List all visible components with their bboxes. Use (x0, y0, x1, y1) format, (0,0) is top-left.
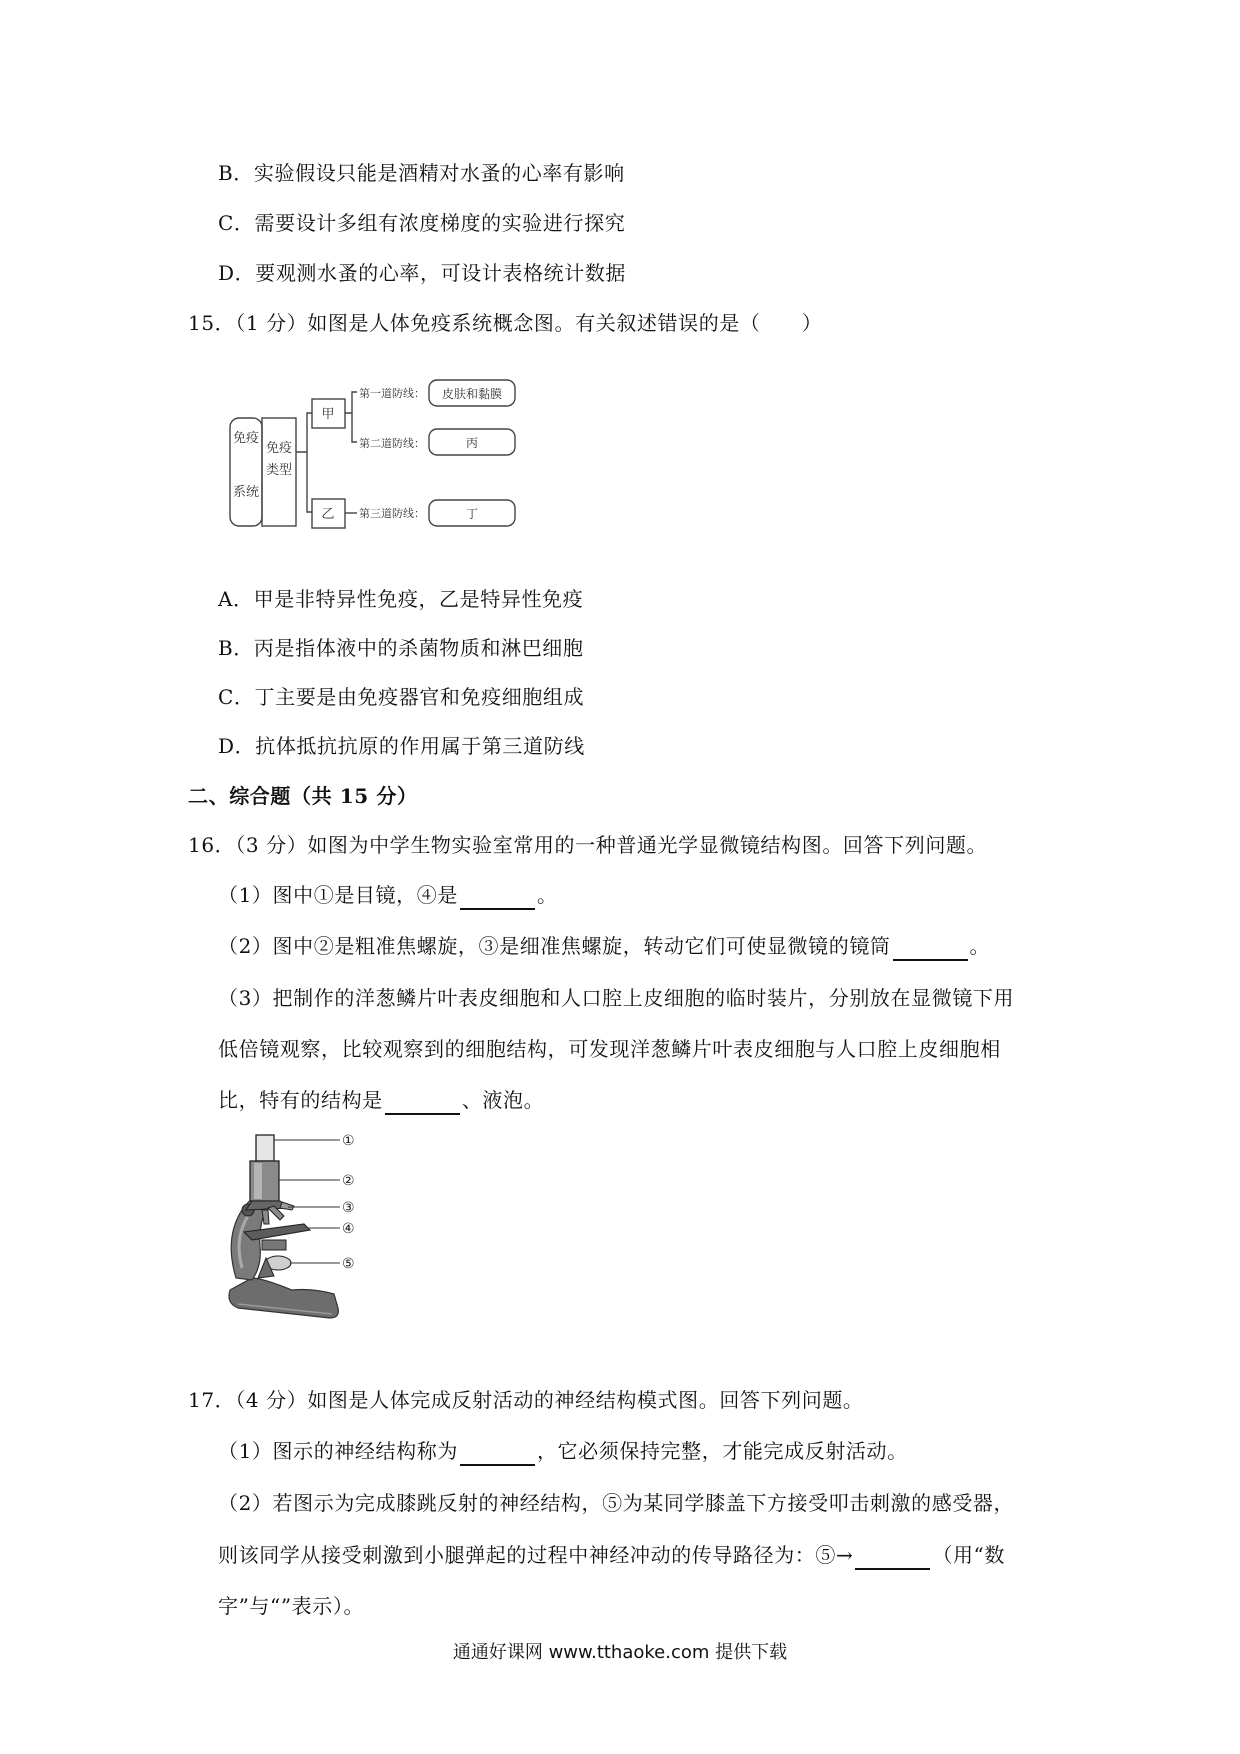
q17-part1-end: ，它必须保持完整，才能完成反射活动。 (536, 1439, 908, 1463)
q16-part1 (218, 880, 558, 910)
immune-system-concept-diagram (225, 372, 535, 532)
type-text-b: 类型 (265, 463, 293, 478)
type-text-a: 免疫 (265, 441, 293, 456)
line3-label: 第三道防线： (359, 507, 425, 520)
q16-part1-text: （1）图中①是目镜，④是 (218, 883, 458, 907)
q16-part2-end: 。 (969, 934, 991, 958)
box3-text: 丁 (465, 507, 479, 521)
q17-part2-end: （用“数 (932, 1543, 1005, 1567)
box2-text: 丙 (465, 436, 479, 450)
q16-part2-text: （2）图中②是粗准焦螺旋，③是细准焦螺旋，转动它们可使显微镜的镜筒 (218, 934, 891, 958)
q14-option-b: B．实验假设只能是酒精对水蚤的心率有影响 (218, 161, 625, 185)
q17-stem: 17．（4 分）如图是人体完成反射活动的神经结构模式图。回答下列问题。 (188, 1388, 864, 1412)
node-yi: 乙 (321, 507, 335, 522)
jia-bracket (345, 392, 357, 442)
q15-option-d: D．抗体抵抗抗原的作用属于第三道防线 (218, 734, 585, 758)
root-text-a: 免疫 (232, 431, 260, 446)
q17-part2-line2 (218, 1540, 1005, 1570)
label-5: ⑤ (342, 1256, 355, 1272)
line2-label: 第二道防线： (359, 437, 425, 450)
q15-stem: 15．（1 分）如图是人体免疫系统概念图。有关叙述错误的是（ ） (188, 311, 823, 335)
q16-stem: 16．（3 分）如图为中学生物实验室常用的一种普通光学显微镜结构图。回答下列问题。 (188, 833, 988, 857)
type-bracket (296, 413, 312, 512)
q17-part2-line1: （2）若图示为完成膝跳反射的神经结构，⑤为某同学膝盖下方接受叩击刺激的感受器， (218, 1491, 1015, 1515)
eyepiece (256, 1135, 274, 1161)
node-jia: 甲 (321, 407, 335, 422)
answer-blank (385, 1091, 460, 1115)
q17-part2-line3: 字”与“”表示）。 (218, 1594, 365, 1618)
q16-part3-line2: 低倍镜观察，比较观察到的细胞结构，可发现洋葱鳞片叶表皮细胞与人口腔上皮细胞相 (218, 1037, 1001, 1061)
label-1: ① (342, 1133, 355, 1149)
q16-part3-text: 比，特有的结构是 (218, 1088, 383, 1112)
microscope-figure (222, 1128, 402, 1328)
q16-part3-line3 (218, 1085, 544, 1115)
q15-option-a: A．甲是非特异性免疫，乙是特异性免疫 (218, 587, 584, 611)
answer-blank (893, 937, 968, 961)
q17-part1-text: （1）图示的神经结构称为 (218, 1439, 458, 1463)
q15-option-b: B．丙是指体液中的杀菌物质和淋巴细胞 (218, 636, 584, 660)
q16-part1-end: 。 (536, 883, 558, 907)
answer-blank (460, 1442, 535, 1466)
label-2: ② (342, 1173, 355, 1189)
q16-part2 (218, 931, 990, 961)
box1-text: 皮肤和黏膜 (441, 387, 503, 401)
label-3: ③ (342, 1200, 355, 1216)
q14-option-d: D．要观测水蚤的心率，可设计表格统计数据 (218, 261, 627, 285)
q17-part2-text: 则该同学从接受刺激到小腿弹起的过程中神经冲动的传导路径为：⑤→ (218, 1543, 854, 1567)
microscope-base (229, 1278, 338, 1318)
footer-text: 通通好课网 www.tthaoke.com 提供下载 (452, 1642, 788, 1663)
line1-label: 第一道防线： (359, 387, 425, 400)
q16-part3-end: 、液泡。 (461, 1088, 545, 1112)
root-text-b: 系统 (232, 485, 260, 500)
q16-part3-line1: （3）把制作的洋葱鳞片叶表皮细胞和人口腔上皮细胞的临时装片，分别放在显微镜下用 (218, 986, 1015, 1010)
answer-blank (855, 1546, 930, 1570)
q14-option-c: C．需要设计多组有浓度梯度的实验进行探究 (218, 211, 626, 235)
section-title: 二、综合题（共 15 分） (188, 784, 418, 808)
q15-option-c: C．丁主要是由免疫器官和免疫细胞组成 (218, 685, 585, 709)
answer-blank (460, 886, 535, 910)
root-text-a2 (239, 449, 252, 464)
q17-part1 (218, 1436, 908, 1466)
label-4: ④ (342, 1221, 355, 1237)
